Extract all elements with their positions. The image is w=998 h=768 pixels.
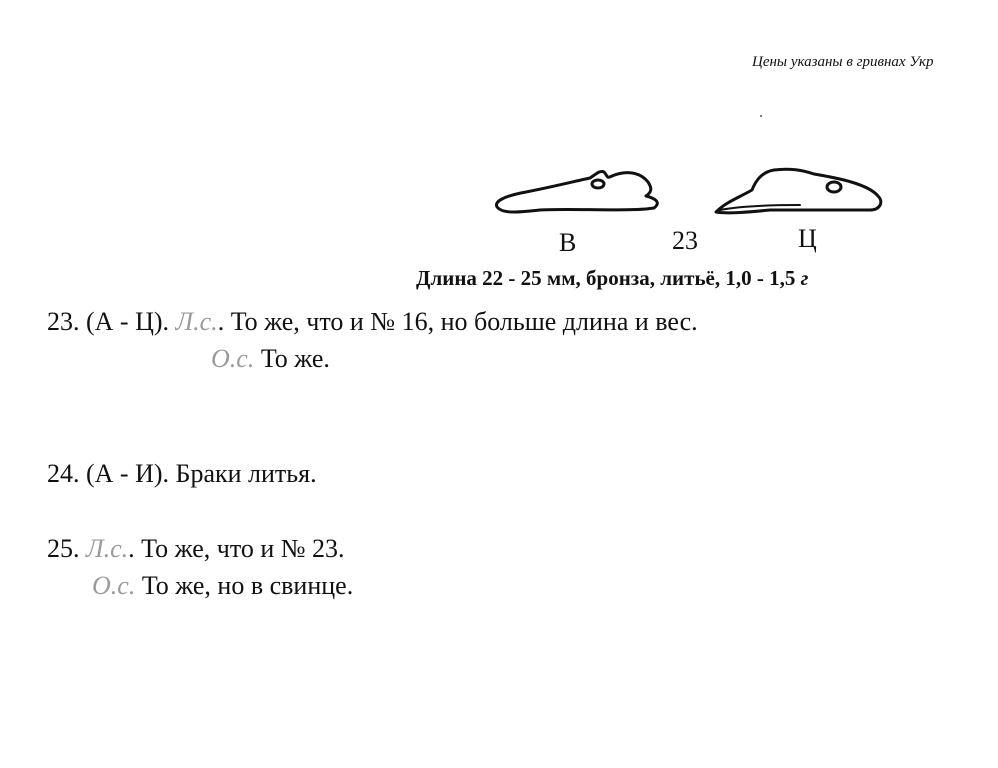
figure-caption (416, 266, 808, 291)
price-note: Цены указаны в гривнах Укр (752, 54, 934, 70)
figure-label-left: В (559, 228, 577, 257)
reverse-text: То же, но в свинце. (135, 571, 354, 600)
figure-number: 23 (672, 226, 698, 255)
entry-23-reverse (211, 344, 330, 374)
obverse-abbr: Л.с. (175, 307, 218, 336)
entry-number: 23. (А - Ц). (47, 307, 170, 336)
caption-text: Длина 22 - 25 мм, бронза, литьё, 1,0 - 1,5 (416, 266, 796, 290)
entry-24: 24. (А - И). Браки литья. (47, 459, 317, 488)
reverse-abbr: О.с. (211, 344, 255, 373)
entry-25-reverse (92, 571, 353, 601)
reverse-abbr: О.с. (92, 571, 136, 600)
pendant-hole-right (827, 182, 841, 192)
reverse-text: То же. (254, 344, 330, 373)
obverse-text: . То же, что и № 16, но больше длина и вес. (217, 307, 698, 336)
obverse-text: . То же, что и № 23. (128, 534, 345, 563)
pendant-view-left (496, 171, 657, 212)
figure-label-right: Ц (798, 224, 817, 253)
entry-23-obverse (47, 307, 698, 337)
pendant-hole-left (592, 180, 604, 188)
pendant-drawing (480, 150, 900, 230)
caption-unit: г (800, 266, 809, 290)
obverse-abbr: Л.с. (86, 534, 129, 563)
entry-25-obverse (47, 534, 345, 564)
entry-number: 25. (47, 534, 80, 563)
scan-speck (760, 115, 762, 117)
